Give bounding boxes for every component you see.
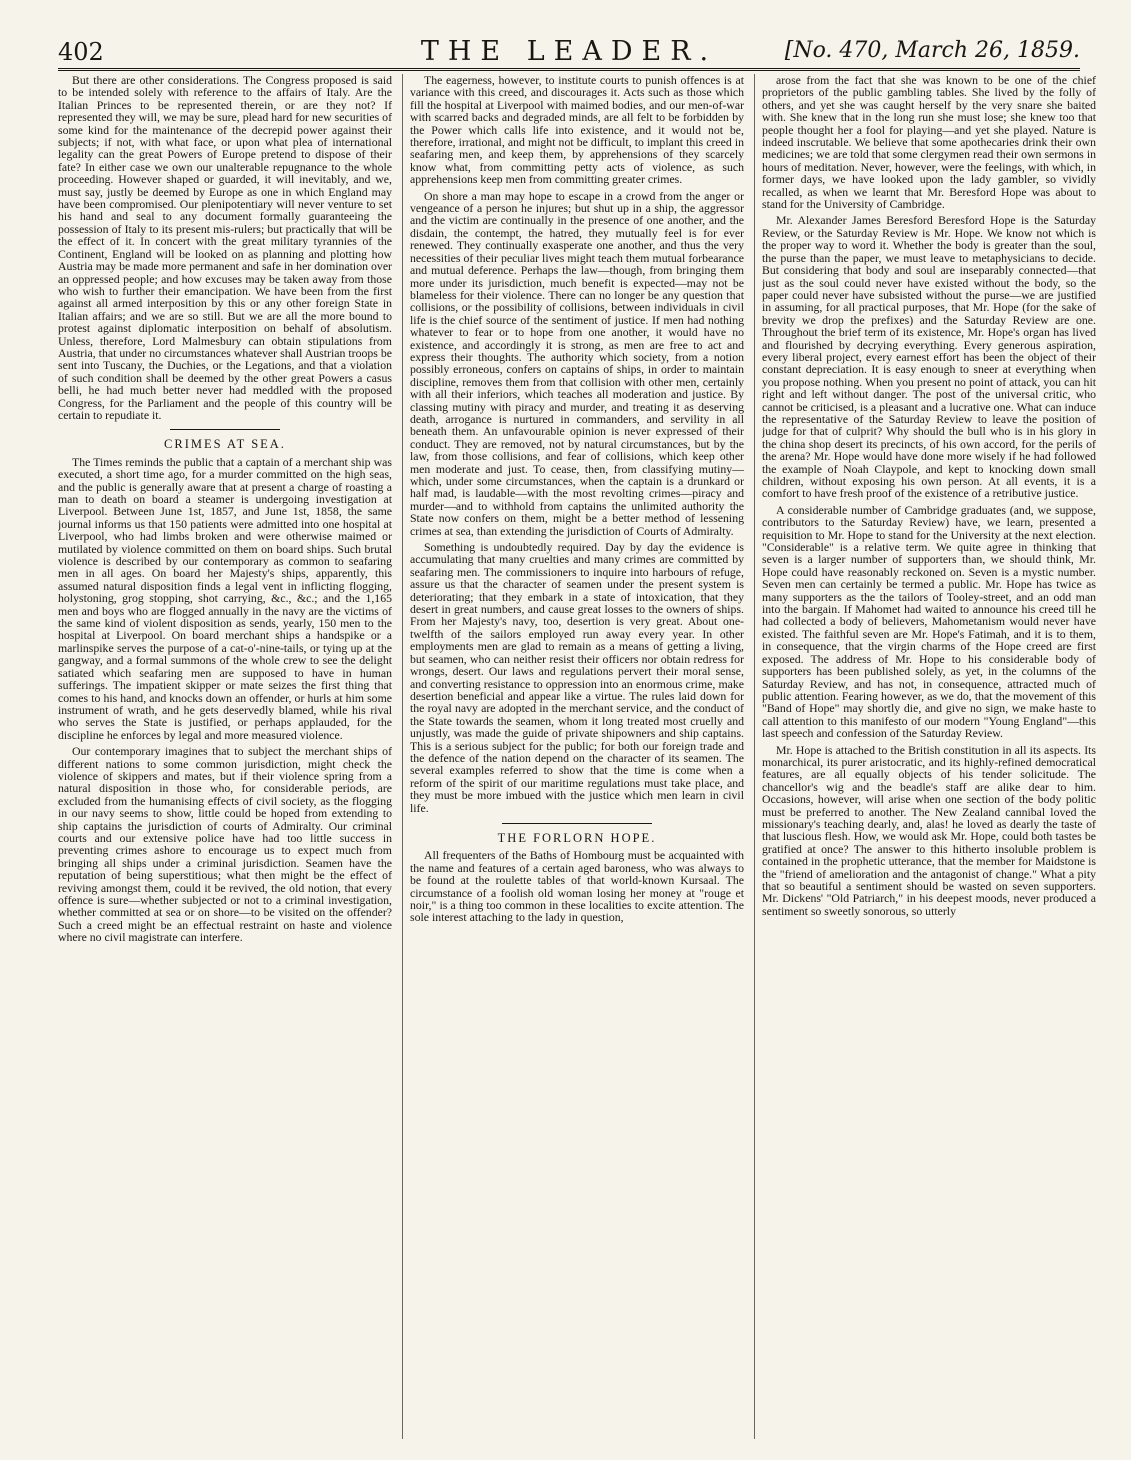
newspaper-title: THE LEADER. <box>420 36 718 67</box>
article-paragraph: Mr. Hope is attached to the British constitution in all its aspects. Its monarchical, its purer aristocratic, and its highly-refined democratical features, are all equally objects of his tender solicitude. The chancellor's wig and the beadle's staff are alike dear to him. Occasions, however, will arise when one section of the body politic must be preferred to another. The New Zealand cannibal loved the missionary's teaching dearly, and, alas! he loved as dearly the taste of that luscious flesh. How, we would ask Mr. Hope, could both tastes be gratified at once? The answer to this hitherto insoluble problem is contained in the prophetic utterance, that the member for Maidstone is the "friend of amelioration and the antagonist of change." What a pity that so beautiful a sentiment should be wasted on seven supporters. Mr. Dickens' "Old Patriarch," in his deepest moods, never produced a sentiment so sweetly sonorous, so utterly <box>762 742 1096 918</box>
masthead <box>58 34 1080 71</box>
column-divider <box>754 74 755 1439</box>
article-paragraph: Something is undoubtedly required. Day by day the evidence is accumulating that many cruelties and many crimes are committed by seafaring men. The commissioners to inquire into harbours of refuge, assure us that the character of seamen under the present system is deteriorating; that they embark in a state of intoxication, that they desert in great numbers, and cause great losses to the owners of ships. From her Majesty's navy, too, desertion is very great. About one-twelfth of the sailors employed run away every year. In other employments men are glad to remain as a means of getting a living, but seamen, who can neither resist their officers nor obtain redress for wrongs, desert. Our laws and regulations pervert their moral sense, and converting resistance to oppression into an enormous crime, make desertion beneficial and appear like a virtue. The rules laid down for the royal navy are adopted in the merchant service, and the conduct of the State towards the seamen, whom it long treated most cruelly and unjustly, was made the guide of private shipowners and ship captains. This is a serious subject for the public; for both our foreign trade and the defence of the nation depend on the character of its seamen. The several examples referred to show that the time is come when a reform of the spirit of our maritime regulations must take place, and they must be more imbued with the justice which men learn in civil life. <box>410 540 744 815</box>
column-3 <box>762 74 1096 1442</box>
article-paragraph: The Times reminds the public that a captain of a merchant ship was executed, a short time ago, for a murder committed on the high seas, and the public is generally aware that at present a charge of roasting a man to death on board a steamer is undergoing investigation at Liverpool. Between June 1st, 1857, and June 1st, 1858, the same journal informs us that 150 patients were admitted into one hospital at Liverpool, who had limbs broken and were otherwise maimed or mutilated by violence committed on them on board ships. Such brutal violence is described by our contemporary as common to seafaring men in all ages. On board her Majesty's ships, apparently, this assumed natural disposition finds a legal vent in inflicting flogging, holystoning, grog stopping, shot carrying, &c., &c.; and the 1,165 men and boys who are flogged annually in the navy are the victims of the same kind of violent disposition as sends, yearly, 150 men to the hospital at Liverpool. On board merchant ships a handspike or a marlinspike serves the purpose of a cat-o'-nine-tails, or tying up at the gangway, and a formal summons of the whole crew to see the delight satiated which seafaring men are supposed to have in human sufferings. The impatient skipper or mate seizes the first thing that comes to his hand, and knocks down an offender, or hurls at him some instrument of wrath, and he gets deservedly blamed, while his rival who serves the State is justified, or perhaps applauded, for the discipline he enforces by legal and more measured violence. <box>58 454 392 742</box>
page-number: 402 <box>58 38 104 66</box>
article-paragraph: Our contemporary imagines that to subject the merchant ships of different nations to some common jurisdiction, might check the violence of skippers and mates, but if their violence spring from a natural disposition in those who, for considerable periods, are excluded from the humanising effects of civil society, as the flogging in our navy seems to show, little could be hoped from extending to ship captains the jurisdiction of courts of Admiralty. Our criminal courts and our extensive police have had too little success in preventing crimes ashore to encourage us to expect much from bringing all ships under a criminal jurisdiction. Seamen have the reputation of being superstitious; what then might be the effect of reviving amongst them, could it be revived, the old notion, that every offence is sure—whether subjected or not to a criminal investigation, whether committed at sea or on shore—to be visited on the offender? Such a creed might be an effectual restraint on haste and violence where no civil magistrate can interfere. <box>58 744 392 945</box>
article-paragraph: All frequenters of the Baths of Hombourg must be acquainted with the name and features of a certain aged baroness, who was always to be found at the roulette tables of that world-known Kursaal. The circumstance of a foolish old woman losing her money at "rouge et noir," is a thing too common in these localities to excite attention. The sole interest attaching to the lady in question, <box>410 848 744 925</box>
article-paragraph: A considerable number of Cambridge graduates (and, we suppose, contributors to the Saturday Review) have, we learn, presented a requisition to Mr. Hope to stand for the University at the next election. "Considerable" is a relative term. We quite agree in thinking that seven is a larger number of supporters than, we should think, Mr. Hope could have reasonably reckoned on. Seven is a mystic number. Seven men can certainly be termed a public. Mr. Hope has twice as many supporters as the the tailors of Tooley-street, and an odd man into the bargain. If Mahomet had waited to announce his creed till he had collected a body of believers, Mahometanism would never have existed. The faithful seven are Mr. Hope's Fatimah, and it is to them, in consequence, that the virgin charms of the Hope creed are first exposed. The address of Mr. Hope to his considerable body of supporters has been published solely, as yet, in the columns of the Saturday Review, and has not, in consequence, attracted much of public attention. Fearing however, as we do, that the movement of this "Band of Hope" may shortly die, and give no sign, we make haste to call attention to this manifesto of our modern "Young England"—this last speech and confession of the Saturday Review. <box>762 502 1096 741</box>
issue-date: [No. 470, March 26, 1859. <box>784 38 1080 63</box>
column-2 <box>410 74 744 1442</box>
column-1 <box>58 74 392 1442</box>
article-heading-forlorn-hope: THE FORLORN HOPE. <box>497 830 657 845</box>
article-paragraph: arose from the fact that she was known to be one of the chief proprietors of the public gambling tables. She lived by the folly of others, and yet she was caught herself by the very snare she baited with. She knew that in the long run she must lose; she knew too that people thought her a fool for playing—and yet she played. Nature is indeed inscrutable. We believe that some apothecaries drink their own medicines; we are told that some clergymen read their own sermons in hours of meditation. Never, however, were the feelings, with which, in former days, we have looked upon the lady gambler, so vividly recalled, as when we learnt that Mr. Beresford Hope was about to stand for the University of Cambridge. <box>762 74 1096 212</box>
column-divider <box>402 74 403 1439</box>
article-paragraph: Mr. Alexander James Beresford Beresford Hope is the Saturday Review, or the Saturday Review is Mr. Hope. We know not which is the proper way to word it. Whether the body is greater than the soul, the purse than the paper, we must leave to metaphysicians to decide. But considering that body and soul are inseparably connected—that just as the soul could never have existed without the body, so the paper could never have subsisted without the purse—we are justified in assuming, for all practical purposes, that Mr. Hope (for the sake of brevity we drop the prefixes) and the Saturday Review are one. Throughout the brief term of its existence, Mr. Hope's organ has lived and flourished by decrying everything. Every generous aspiration, every liberal project, every earnest effort has been the object of their constant depreciation. It is easy enough to sneer at everything when you propose nothing. When you present no point of attack, you can hit right and left without danger. The post of the universal critic, who cannot be criticised, is a pleasant and a lucrative one. What can induce the representative of the Saturday Review to leave the position of judge for that of culprit? Why should the bull who is in his glory in the china shop desert its precincts, of his own accord, for the perils of the arena? Mr. Hope would have done more wisely if he had followed the example of Noah Claypole, and kept to knocking down small children, without exposing his own person. At all events, it is a comfort to have fresh proof of the existence of a retributive justice. <box>762 213 1096 501</box>
article-paragraph: The eagerness, however, to institute courts to punish offences is at variance with this creed, and discourages it. Acts such as those which fill the hospital at Liverpool with maimed bodies, and our men-of-war with scarred backs and degraded minds, are all felt to be forbidden by the Power which calls life into existence, and it would not be, therefore, irrational, and might not be difficult, to implant this creed in seafaring men, and keep them, by apprehensions of they scarcely know what, from committing petty acts of violence, as such apprehensions keep men from committing greater crimes. <box>410 74 744 187</box>
section-divider <box>170 429 280 430</box>
section-divider <box>502 823 652 824</box>
article-paragraph: On shore a man may hope to escape in a crowd from the anger or vengeance of a person he injures; but shut up in a ship, the aggressor and the victim are continually in the presence of one another, and the disdain, the contempt, the hatred, they mutually feel is for ever renewed. They continually exasperate one another, and thus the very necessities of their peculiar lives might teach them mutual forbearance and mutual deference. Perhaps the law—though, from bringing them more under its jurisdiction, much benefit is expected—may not be blameless for their violence. There can no longer be any question that collisions, or the possibility of collisions, between individuals in civil life is the chief source of the sentiment of justice. If men had nothing whatever to fear or to hope from one another, it would have no existence, and accordingly it is strong, as men are free to act and express their thoughts. The authority which society, from a notion possibly erroneous, confers on captains of ships, in order to maintain discipline, removes them from that collision with other men, certainly with all their inferiors, which teaches all moderation and justice. By classing mutiny with piracy and murder, and treating it as deserving death, arrogance is nurtured in commanders, and servility in all beneath them. An unfavourable opinion is never expressed of their conduct. They are removed, not by natural circumstances, but by the law, from those collisions, and fear of collisions, which keep other men moderate and just. To cease, then, from classifying mutiny—which, under some circumstances, when the captain is a drunkard or half mad, is laudable—with the most revolting crimes—piracy and murder—and to withhold from captains the unlimited authority the State now confers on them, might be a better method of lessening crimes at sea, than extending the jurisdiction of Courts of Admiralty. <box>410 188 744 538</box>
article-heading-crimes-at-sea: CRIMES AT SEA. <box>164 437 286 452</box>
article-paragraph: But there are other considerations. The Congress proposed is said to be intended solely with reference to the affairs of Italy. Are the Italian Princes to be represented therein, or are they not? If represented they will, we may be sure, plead hard for new securities of some kind for the maintenance of the decrepid power against their subjects; if not, with what face, or upon what plea of international legality can the great Powers of Europe pretend to dispose of their fate? In either case we own our unalterable repugnance to the whole proceeding. However shaped or guarded, it will inevitably, and we, must say, justly be deemed by Europe as one in which England may have been compromised. Our plenipotentiary will never venture to set his hand and seal to any document formally guaranteeing the possession of Italy to its present mis-rulers; but practically that will be the effect of it. In concert with the great military tyrannies of the Continent, England will be looked on as planning and plotting how Austria may be made more permanent and safe in her domination over an oppressed people; and how excuses may be taken away from those who wish to further their emancipation. We have been from the first against all armed interposition by this or any other foreign State in Italian affairs; and we are so still. But we are all the more bound to protest against diplomatic interposition on behalf of absolutism. Unless, therefore, Lord Malmesbury can obtain stipulations from Austria, that under no circumstances whatever shall Austrian troops be sent into Tuscany, the Duchies, or the Legations, and that a violation of such condition shall be deemed by the other great Powers a casus belli, he had much better never had meddled with the proposed Congress, for the Parliament and the people of this country will be certain to repudiate it. <box>58 74 392 422</box>
